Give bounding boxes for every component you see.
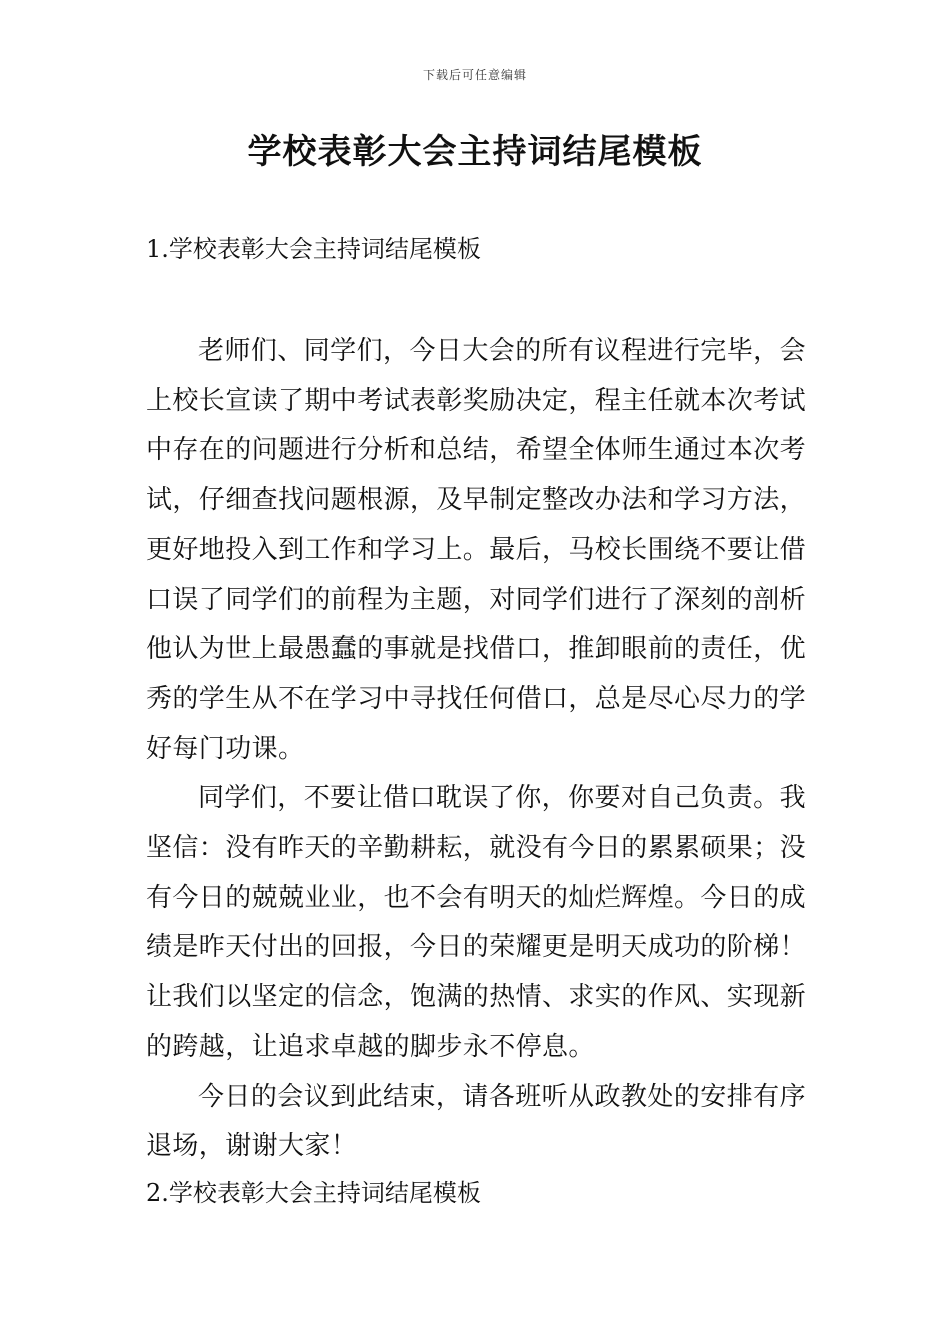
paragraph-3: 今日的会议到此结束，请各班听从政教处的安排有序退场，谢谢大家！	[146, 1081, 806, 1162]
document-body	[146, 327, 806, 1172]
section-heading-2: 2.学校表彰大会主持词结尾模板	[146, 1179, 481, 1207]
paragraph-1: 老师们、同学们，今日大会的所有议程进行完毕，会上校长宣读了期中考试表彰奖励决定，程主任就本次考试中存在的问题进行分析和总结，希望全体师生通过本次考试，仔细查找问题根源，及早制定整改办法和学习方法，更好地投入到工作和学习上。最后，马校长围绕不要让借口误了同学们的前程为主题，对同学们进行了深刻的剖析他认为世上最愚蠢的事就是找借口，推卸眼前的责任，优秀的学生从不在学习中寻找任何借口，总是尽心尽力的学好每门功课。	[146, 336, 807, 764]
document-title: 学校表彰大会主持词结尾模板	[247, 132, 703, 172]
section-heading-1: 1.学校表彰大会主持词结尾模板	[146, 235, 481, 263]
header-note: 下载后可任意编辑	[422, 68, 527, 82]
paragraph-2: 同学们，不要让借口耽误了你，你要对自己负责。我坚信：没有昨天的辛勤耕耘，就没有今日的累累硕果；没有今日的兢兢业业，也不会有明天的灿烂辉煌。今日的成绩是昨天付出的回报，今日的荣耀更是明天成功的阶梯！让我们以坚定的信念，饱满的热情、求实的作风、实现新的跨越，让追求卓越的脚步永不停息。	[146, 783, 807, 1062]
